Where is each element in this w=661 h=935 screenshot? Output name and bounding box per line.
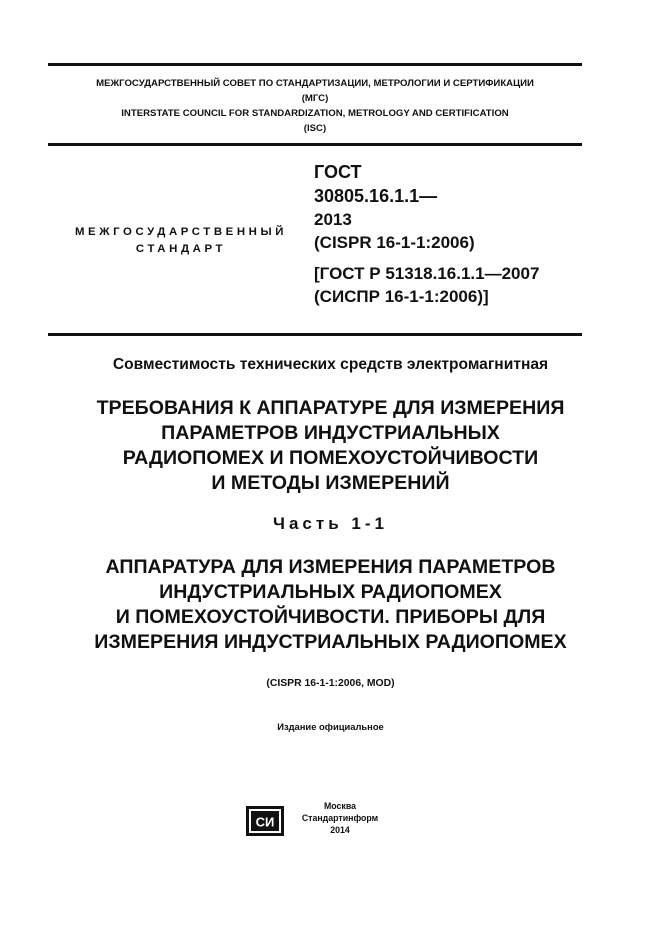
publisher-name: Стандартинформ bbox=[301, 813, 379, 823]
part-title-line: АППАРАТУРА ДЛЯ ИЗМЕРЕНИЯ ПАРАМЕТРОВ bbox=[105, 556, 556, 578]
top-rule bbox=[48, 63, 582, 66]
council-en: INTERSTATE COUNCIL FOR STANDARDIZATION, METROLOGY AND CERTIFICATION bbox=[121, 108, 509, 119]
part-title-line: ИЗМЕРЕНИЯ ИНДУСТРИАЛЬНЫХ РАДИОПОМЕХ bbox=[94, 631, 567, 653]
document-title bbox=[30, 396, 631, 496]
council-header bbox=[48, 76, 582, 136]
gost-replaces-1: [ГОСТ Р 51318.16.1.1—2007 bbox=[314, 264, 540, 283]
edition-note: Издание официальное bbox=[277, 721, 384, 732]
title-line: И МЕТОДЫ ИЗМЕРЕНИЙ bbox=[211, 472, 450, 494]
part-title-line: И ПОМЕХОУСТОЙЧИВОСТИ. ПРИБОРЫ ДЛЯ bbox=[115, 606, 546, 628]
gost-label: ГОСТ bbox=[314, 162, 362, 182]
header-rule bbox=[48, 143, 582, 146]
gost-year: 2013 bbox=[314, 210, 352, 229]
part-title bbox=[30, 555, 631, 655]
gost-number: 30805.16.1.1— bbox=[314, 186, 438, 206]
standard-type-line2: СТАНДАРТ bbox=[135, 243, 227, 255]
publisher-year: 2014 bbox=[330, 825, 350, 835]
designation-rule bbox=[48, 333, 582, 336]
council-ru-abbr: (МГС) bbox=[301, 93, 329, 104]
part-title-line: ИНДУСТРИАЛЬНЫХ РАДИОПОМЕХ bbox=[159, 581, 502, 603]
title-line: РАДИОПОМЕХ И ПОМЕХОУСТОЙЧИВОСТИ bbox=[122, 447, 539, 469]
gost-designation bbox=[314, 160, 539, 308]
part-number: Часть 1-1 bbox=[273, 514, 388, 533]
standartinform-logo-icon bbox=[246, 806, 284, 836]
publisher-info bbox=[295, 800, 385, 836]
publisher-city: Москва bbox=[323, 801, 357, 811]
title-line: ТРЕБОВАНИЯ К АППАРАТУРЕ ДЛЯ ИЗМЕРЕНИЯ bbox=[96, 397, 565, 419]
title-line: ПАРАМЕТРОВ ИНДУСТРИАЛЬНЫХ bbox=[161, 422, 500, 444]
standard-type bbox=[56, 224, 306, 258]
gost-cispr: (CISPR 16-1-1:2006) bbox=[314, 233, 475, 252]
subtitle: Совместимость технических средств электромагнитная bbox=[112, 356, 549, 373]
council-en-abbr: (ISC) bbox=[303, 123, 327, 134]
logo-text: СИ bbox=[255, 814, 275, 830]
gost-replaces-2: (СИСПР 16-1-1:2006)] bbox=[314, 287, 489, 306]
council-ru: МЕЖГОСУДАРСТВЕННЫЙ СОВЕТ ПО СТАНДАРТИЗАЦИИ, МЕТРОЛОГИИ И СЕРТИФИКАЦИИ bbox=[96, 78, 534, 89]
modification-note: (CISPR 16-1-1:2006, MOD) bbox=[266, 678, 395, 689]
standard-type-line1: МЕЖГОСУДАРСТВЕННЫЙ bbox=[74, 226, 288, 238]
